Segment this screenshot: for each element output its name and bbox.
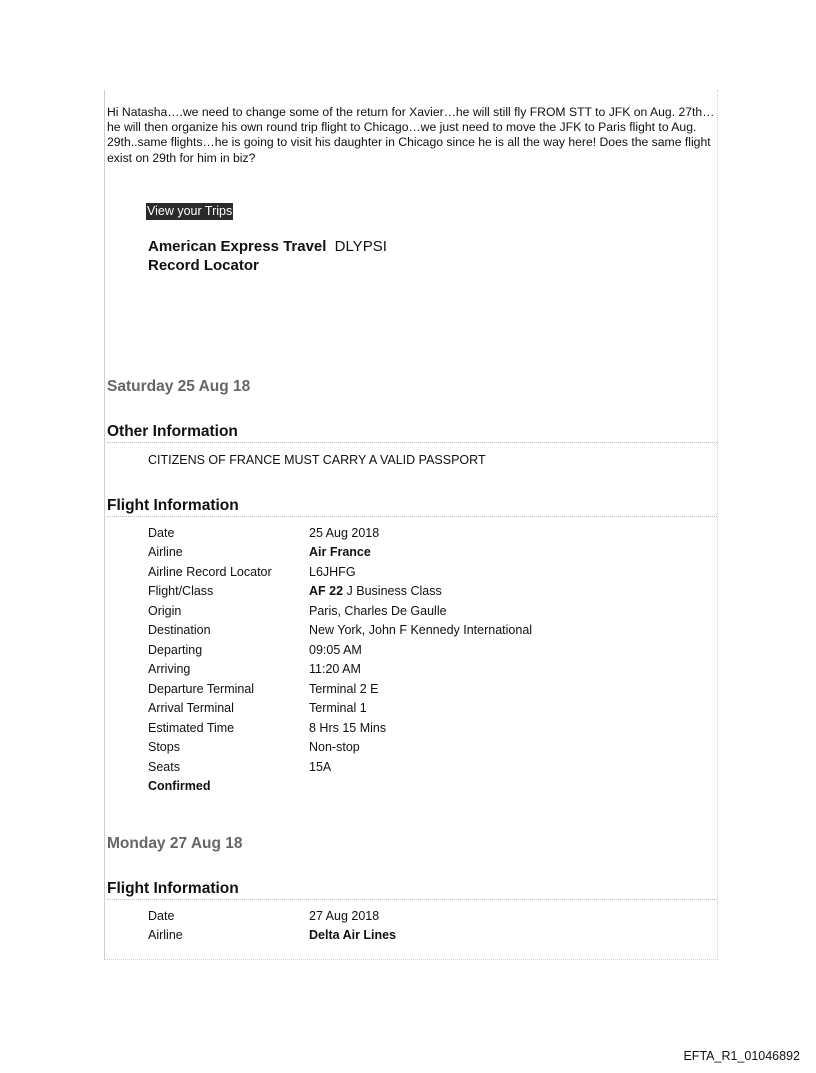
table-row xyxy=(148,718,532,738)
row-label: Departure Terminal xyxy=(148,681,255,696)
row-value-text: 25 Aug 2018 xyxy=(309,525,380,540)
row-value-bold: Air France xyxy=(309,545,371,560)
passport-notice: CITIZENS OF FRANCE MUST CARRY A VALID PASSPORT xyxy=(148,453,486,467)
row-label: Arrival Terminal xyxy=(148,701,234,716)
row-label: Flight/Class xyxy=(148,584,214,599)
table-row xyxy=(148,679,532,699)
row-label: Airline xyxy=(148,928,183,943)
row-label: Airline Record Locator xyxy=(148,564,272,579)
table-row xyxy=(148,640,532,660)
row-value xyxy=(309,718,532,738)
row-value-text: Paris, Charles De Gaulle xyxy=(309,603,447,618)
status-row xyxy=(148,777,532,797)
table-row xyxy=(148,660,532,680)
row-value-text: Terminal 1 xyxy=(309,701,367,716)
table-row xyxy=(148,621,532,641)
table-row xyxy=(148,757,532,777)
table-row xyxy=(148,543,532,563)
row-value-text: L6JHFG xyxy=(309,564,356,579)
row-label: Seats xyxy=(148,759,180,774)
row-value xyxy=(309,621,532,641)
row-value-text: 09:05 AM xyxy=(309,642,362,657)
other-info-heading: Other Information xyxy=(107,423,717,443)
row-value xyxy=(309,757,532,777)
row-value xyxy=(309,906,396,926)
table-row xyxy=(148,699,532,719)
row-value-text: Terminal 2 E xyxy=(309,681,379,696)
row-value xyxy=(309,582,532,602)
row-value xyxy=(309,640,532,660)
row-value xyxy=(309,699,532,719)
row-label: Date xyxy=(148,525,175,540)
document-id: EFTA_R1_01046892 xyxy=(683,1049,800,1063)
row-value xyxy=(309,562,532,582)
table-row xyxy=(148,906,396,926)
table-row xyxy=(148,562,532,582)
row-value xyxy=(309,523,532,543)
row-value-bold: AF 22 xyxy=(309,584,344,599)
locator-code: DLYPSI xyxy=(334,238,387,255)
table-row xyxy=(148,601,532,621)
row-value-text: 15A xyxy=(309,759,332,774)
row-value xyxy=(309,738,532,758)
table-row xyxy=(148,582,532,602)
row-label: Arriving xyxy=(148,662,191,677)
flight-info-heading-2: Flight Information xyxy=(107,880,717,900)
table-row xyxy=(148,523,532,543)
row-label: Departing xyxy=(148,642,203,657)
row-label: Stops xyxy=(148,740,180,755)
record-locator-block xyxy=(148,237,387,275)
flight-info-table-2 xyxy=(148,906,396,945)
row-value-bold: Delta Air Lines xyxy=(309,928,397,943)
table-row xyxy=(148,738,532,758)
row-value-text: Non-stop xyxy=(309,740,360,755)
row-value xyxy=(309,679,532,699)
row-value xyxy=(309,926,396,946)
row-value xyxy=(309,660,532,680)
day-heading-2: Monday 27 Aug 18 xyxy=(107,835,243,852)
flight-info-heading-1: Flight Information xyxy=(107,497,717,517)
row-label: Origin xyxy=(148,603,182,618)
row-label: Date xyxy=(148,908,175,923)
row-label: Airline xyxy=(148,545,183,560)
row-value-text: 8 Hrs 15 Mins xyxy=(309,720,387,735)
table-row xyxy=(148,926,396,946)
locator-label-line1: American Express Travel xyxy=(148,238,327,255)
row-value xyxy=(309,543,532,563)
row-value xyxy=(309,601,532,621)
row-value-text: J Business Class xyxy=(346,584,442,599)
row-value-text: 27 Aug 2018 xyxy=(309,908,380,923)
row-value-text: New York, John F Kennedy International xyxy=(309,623,533,638)
row-value-text: 11:20 AM xyxy=(309,662,361,677)
row-label: Destination xyxy=(148,623,211,638)
email-message: Hi Natasha….we need to change some of the return for Xavier…he will still fly FROM STT to JFK on Aug. 27th…he will then organize his own round trip flight to Chicago…we just need to move the JFK to Paris flight to Aug. 29th..same flights…he is going to visit his daughter in Chicago since he is all the way here! Does the same flight exist on 29th for him in biz? xyxy=(107,105,715,165)
locator-label-line2: Record Locator xyxy=(148,257,259,274)
status-badge: Confirmed xyxy=(148,779,211,794)
row-label: Estimated Time xyxy=(148,720,235,735)
flight-info-table-1 xyxy=(148,523,532,796)
day-heading-1: Saturday 25 Aug 18 xyxy=(107,378,251,395)
view-trips-link[interactable]: View your Trips xyxy=(147,204,233,218)
